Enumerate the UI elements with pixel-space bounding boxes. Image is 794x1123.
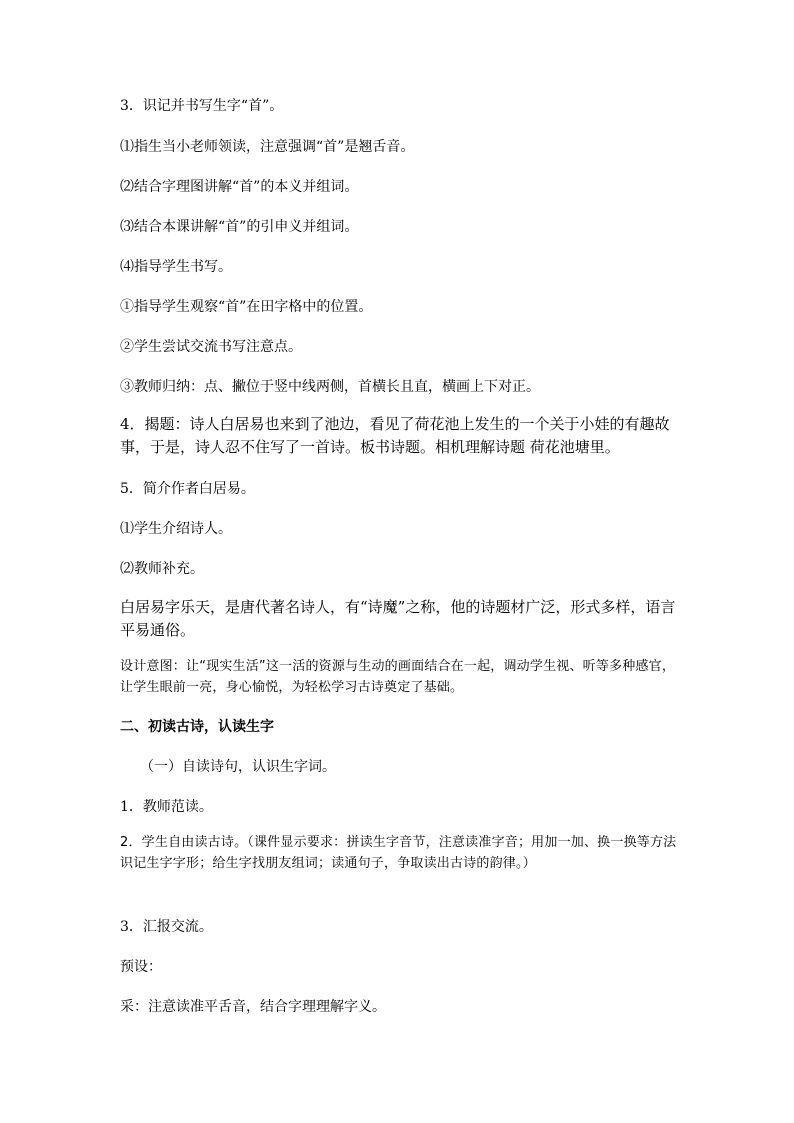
paragraph-read-1: 1．教师范读。 (120, 799, 213, 815)
paragraph-step-4: 4．揭题：诗人白居易也来到了池边，看见了荷花池上发生的一个关于小娃的有趣故事，于是，诗人忍不住写了一首诗。板书诗题。相机理解诗题 荷花池塘里。 (120, 415, 670, 456)
section-heading: 二、初读古诗，认读生字 (120, 719, 274, 735)
paragraph-substep-2: ②学生尝试交流书写注意点。 (120, 339, 302, 355)
paragraph-step-3: 3．识记并书写生字“首”。 (120, 98, 284, 114)
paragraph-substep-1: ①指导学生观察“首”在田字格中的位置。 (120, 299, 373, 315)
paragraph-design-intent: 设计意图：让“现实生活”这一活的资源与生动的画面结合在一起，调动学生视、听等多种感官，让学生眼前一亮，身心愉悦，为轻松学习古诗奠定了基础。 (120, 659, 676, 695)
paragraph-step-3-1: ⑴指生当小老师领读，注意强调“首”是翘舌音。 (120, 139, 415, 155)
paragraph-read-2: 2．学生自由读古诗。（课件显示要求：拼读生字音节，注意读准字音；用加一加、换一换等方法识记生字字形；给生字找朋友组词；读通句子，争取读出古诗的韵律。） (120, 835, 677, 871)
subsection-heading: （一）自读诗句，认识生字词。 (140, 759, 336, 775)
paragraph-step-5-1: ⑴学生介绍诗人。 (120, 521, 232, 537)
paragraph-author-bio: 白居易字乐天，是唐代著名诗人，有“诗魔”之称，他的诗题材广泛，形式多样，语言平易通俗。 (120, 598, 676, 639)
paragraph-substep-3: ③教师归纳：点、撇位于竖中线两侧，首横长且直，横画上下对正。 (120, 379, 540, 395)
paragraph-step-5-2: ⑵教师补充。 (120, 561, 204, 577)
paragraph-read-3: 3．汇报交流。 (120, 919, 213, 935)
paragraph-cai: 采：注意读准平舌音，结合字理理解字义。 (120, 999, 386, 1015)
paragraph-step-3-3: ⑶结合本课讲解“首”的引申义并组词。 (120, 219, 359, 235)
paragraph-preset: 预设： (120, 959, 162, 975)
paragraph-step-3-4: ⑷指导学生书写。 (120, 259, 232, 275)
paragraph-step-3-2: ⑵结合字理图讲解“首”的本义并组词。 (120, 179, 359, 195)
paragraph-step-5: 5．简介作者白居易。 (120, 481, 255, 497)
